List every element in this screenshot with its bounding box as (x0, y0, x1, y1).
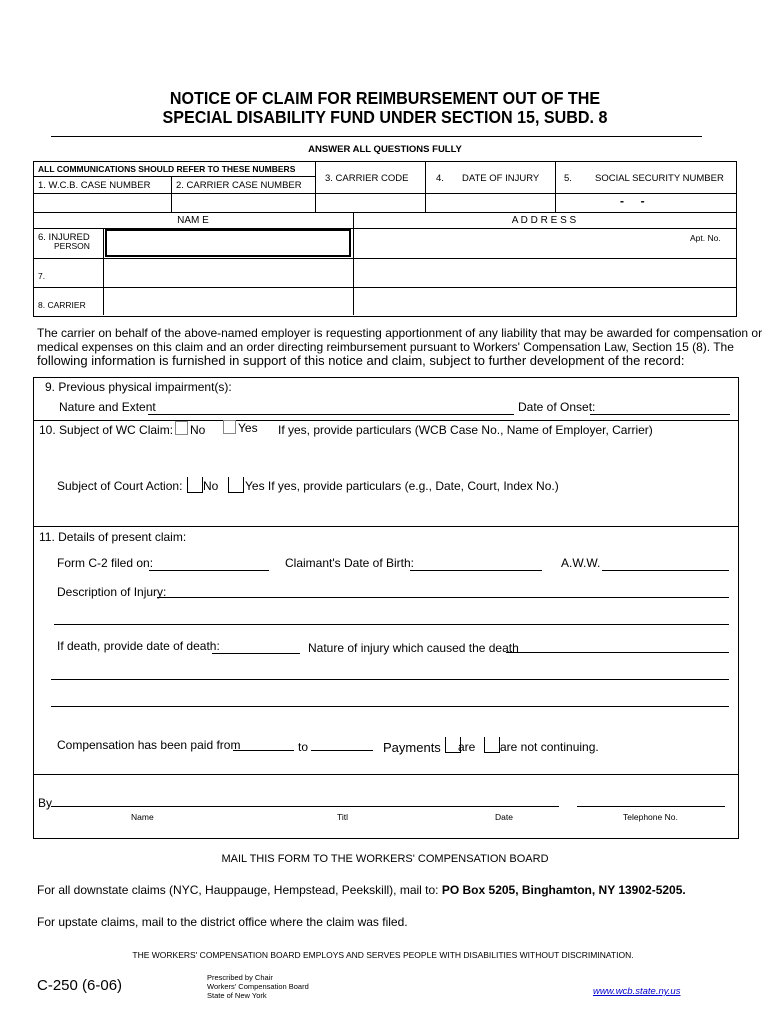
q10-label: 10. Subject of WC Claim: (39, 423, 174, 437)
death-nature-label: Nature of injury which caused the death (308, 641, 519, 655)
prescribed-line-2: Workers' Compensation Board (207, 982, 309, 991)
carrier-case-number-field[interactable] (172, 194, 315, 212)
court-action-no-checkbox[interactable] (187, 477, 203, 493)
description-injury-field-2[interactable] (54, 624, 729, 625)
disclaimer: THE WORKERS' COMPENSATION BOARD EMPLOYS AND SERVES PEOPLE WITH DISABILITIES WITHOUT DISCRIMINATION. (132, 950, 634, 960)
court-action-label: Subject of Court Action: (57, 479, 183, 493)
ssn-label: SOCIAL SECURITY NUMBER (595, 173, 724, 184)
ssn-field[interactable]: - - (620, 194, 645, 208)
employer-name-field[interactable] (104, 259, 353, 287)
injured-person-name-field[interactable] (105, 229, 351, 257)
carrier-name-field[interactable] (104, 288, 353, 315)
death-nature-field-2[interactable] (51, 679, 729, 680)
claimant-dob-label: Claimant's Date of Birth: (285, 556, 415, 570)
signature-title-caption: Titl (337, 812, 349, 822)
payments-not-continuing-label: are not continuing. (500, 740, 599, 754)
death-nature-field-3[interactable] (51, 706, 729, 707)
all-communications-note: ALL COMMUNICATIONS SHOULD REFER TO THESE NUMBERS (38, 164, 296, 174)
carrier-case-number-label: 2. CARRIER CASE NUMBER (176, 180, 302, 191)
wc-claim-yes-checkbox[interactable] (223, 420, 236, 434)
intro-line-1: The carrier on behalf of the above-named employer is requesting apportionment of any liability that may be awarded for compensation or (37, 326, 763, 340)
date-onset-field[interactable] (590, 414, 730, 415)
name-column-header: NAM E (177, 215, 209, 226)
upstate-instructions: For upstate claims, mail to the district office where the claim was filed. (37, 915, 408, 929)
wc-claim-yes-label: Yes (238, 421, 258, 435)
wcb-case-number-label: 1. W.C.B. CASE NUMBER (38, 180, 151, 191)
downstate-address: PO Box 5205, Binghamton, NY 13902-5205. (441, 883, 686, 897)
claimant-dob-field[interactable] (410, 570, 542, 571)
q9-label: 9. Previous physical impairment(s): (45, 380, 232, 394)
comp-paid-from-field[interactable] (233, 750, 294, 751)
payments-are-label: are (458, 740, 476, 754)
date-of-injury-label: DATE OF INJURY (462, 173, 540, 184)
downstate-instructions (37, 883, 686, 897)
signature-phone-caption: Telephone No. (623, 812, 678, 822)
form-c2-field[interactable] (149, 570, 269, 571)
wc-claim-particulars-label: If yes, provide particulars (WCB Case No., Name of Employer, Carrier) (278, 423, 653, 437)
comp-paid-to-field[interactable] (311, 750, 373, 751)
signature-date-caption: Date (495, 812, 513, 822)
form-c2-label: Form C-2 filed on: (57, 556, 154, 570)
injured-person-address-field[interactable] (354, 229, 735, 258)
aww-label: A.W.W. (561, 556, 601, 570)
injured-person-label: 6. INJURED (38, 232, 90, 243)
mail-header: MAIL THIS FORM TO THE WORKERS' COMPENSATION BOARD (221, 853, 549, 865)
telephone-line[interactable] (577, 806, 725, 807)
death-date-label: If death, provide date of death: (57, 639, 220, 653)
comp-paid-to-label: to (298, 740, 309, 754)
intro-line-2: medical expenses on this claim and an order directing reimbursement pursuant to Workers' Compensation Law, Section 15 (8). The (37, 340, 734, 354)
wcb-website-link[interactable]: www.wcb.state.ny.us (593, 986, 681, 997)
description-injury-label: Description of Injury: (57, 585, 167, 599)
form-id: C-250 (6-06) (37, 977, 123, 994)
carrier-label: 8. CARRIER (38, 300, 86, 310)
date-onset-label: Date of Onset: (518, 400, 596, 414)
by-label: By (38, 796, 53, 810)
title-rule (51, 136, 702, 137)
employer-address-field[interactable] (354, 259, 735, 287)
signature-line[interactable] (51, 806, 559, 807)
description-injury-field[interactable] (157, 597, 729, 598)
death-date-field[interactable] (212, 653, 300, 654)
payments-not-continuing-checkbox[interactable] (484, 737, 500, 753)
q11-label: 11. Details of present claim: (39, 530, 187, 544)
injured-person-label-2: PERSON (54, 241, 90, 251)
row-7-label: 7. (38, 271, 46, 281)
signature-name-caption: Name (131, 812, 154, 822)
intro-line-3: following information is furnished in support of this notice and claim, subject to further development of the record: (37, 353, 685, 368)
comp-paid-label: Compensation has been paid from (57, 738, 241, 752)
answer-all-note: ANSWER ALL QUESTIONS FULLY (308, 144, 462, 155)
ssn-number: 5. (564, 173, 572, 184)
prescribed-line-3: State of New York (207, 991, 267, 1000)
date-of-injury-field[interactable] (426, 194, 555, 212)
wc-claim-no-checkbox[interactable] (175, 421, 188, 435)
form-title-line2: SPECIAL DISABILITY FUND UNDER SECTION 15, SUBD. 8 (162, 107, 608, 127)
form-title-line1: NOTICE OF CLAIM FOR REIMBURSEMENT OUT OF THE (169, 88, 601, 108)
carrier-address-field[interactable] (354, 288, 735, 315)
prescribed-line-1: Prescribed by Chair (207, 973, 273, 982)
wc-claim-no-label: No (190, 423, 206, 437)
wcb-case-number-field[interactable] (34, 194, 171, 212)
wc-claim-particulars-field[interactable] (57, 440, 727, 472)
aww-field[interactable] (602, 570, 729, 571)
carrier-code-field[interactable] (316, 194, 425, 212)
address-column-header: A D D R E S S (511, 215, 577, 226)
nature-extent-field[interactable] (148, 414, 514, 415)
injury-number: 4. (436, 173, 444, 184)
nature-extent-label: Nature and Extent (59, 400, 156, 414)
court-action-no-label: No (203, 479, 219, 493)
court-action-yes-checkbox[interactable] (228, 477, 244, 493)
court-action-yes-label: Yes If yes, provide particulars (e.g., Date, Court, Index No.) (245, 479, 559, 493)
apt-no-label: Apt. No. (690, 233, 721, 243)
death-nature-field[interactable] (506, 652, 729, 653)
downstate-text: For all downstate claims (NYC, Hauppauge, Hempstead, Peekskill), mail to: (37, 883, 439, 897)
carrier-code-label: 3. CARRIER CODE (325, 173, 409, 184)
payments-label: Payments (383, 740, 441, 755)
